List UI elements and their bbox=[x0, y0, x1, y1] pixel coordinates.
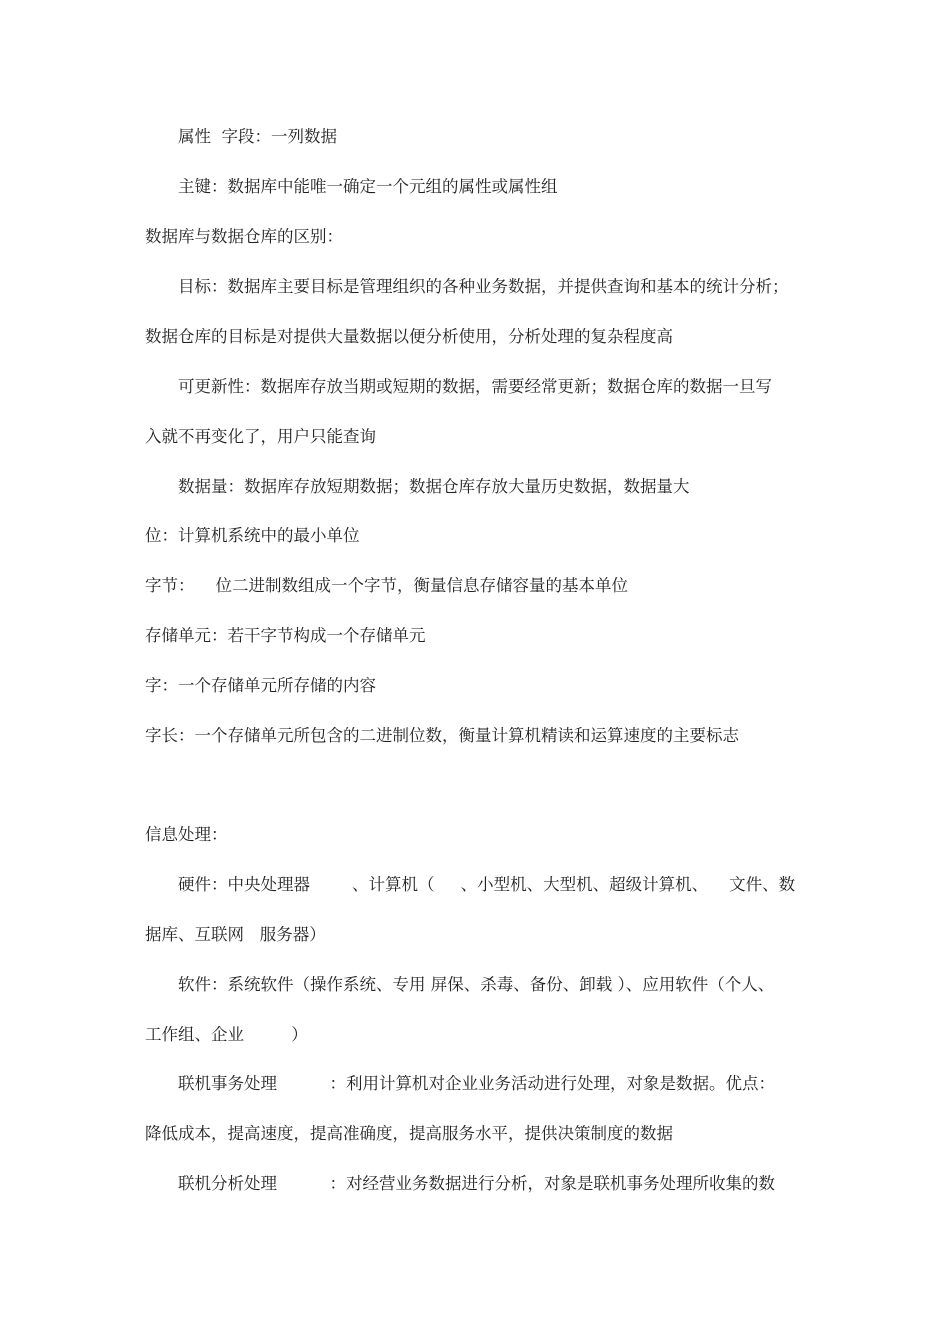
text-line: 位：计算机系统中的最小单位 bbox=[145, 526, 360, 545]
text-line: 属性 字段：一列数据 bbox=[178, 127, 337, 146]
text-line: 软件：系统软件（操作系统、专用 屏保、杀毒、备份、卸载 ）、应用软件（个人、 bbox=[178, 975, 775, 994]
text-line: 数据量：数据库存放短期数据；数据仓库存放大量历史数据，数据量大 bbox=[178, 477, 690, 496]
text-line: 可更新性：数据库存放当期或短期的数据，需要经常更新；数据仓库的数据一旦写 bbox=[178, 377, 772, 396]
text-line: 联机事务处理 ：利用计算机对企业业务活动进行处理，对象是数据。优点： bbox=[178, 1074, 775, 1093]
text-line: 据库、互联网 服务器） bbox=[145, 925, 326, 944]
text-line: 数据仓库的目标是对提供大量数据以便分析使用，分析处理的复杂程度高 bbox=[145, 327, 673, 346]
text-line: 主键：数据库中能唯一确定一个元组的属性或属性组 bbox=[178, 177, 558, 196]
text-line: 字：一个存储单元所存储的内容 bbox=[145, 676, 376, 695]
text-line: 存储单元：若干字节构成一个存储单元 bbox=[145, 626, 426, 645]
text-line: 入就不再变化了，用户只能查询 bbox=[145, 427, 376, 446]
section-heading: 信息处理： bbox=[145, 825, 228, 844]
text-line: 联机分析处理 ：对经营业务数据进行分析，对象是联机事务处理所收集的数 bbox=[178, 1174, 775, 1193]
text-line: 目标：数据库主要目标是管理组织的各种业务数据，并提供查询和基本的统计分析； bbox=[178, 277, 789, 296]
text-line: 字长：一个存储单元所包含的二进制位数，衡量计算机精读和运算速度的主要标志 bbox=[145, 726, 739, 745]
text-line: 工作组、企业 ） bbox=[145, 1025, 308, 1044]
text-line: 字节： 位二进制数组成一个字节，衡量信息存储容量的基本单位 bbox=[145, 576, 628, 595]
section-heading: 数据库与数据仓库的区别： bbox=[145, 227, 343, 246]
text-line: 硬件：中央处理器 、计算机（ 、小型机、大型机、超级计算机、 文件、数 bbox=[178, 875, 796, 894]
text-line: 降低成本，提高速度，提高准确度，提高服务水平，提供决策制度的数据 bbox=[145, 1124, 673, 1143]
